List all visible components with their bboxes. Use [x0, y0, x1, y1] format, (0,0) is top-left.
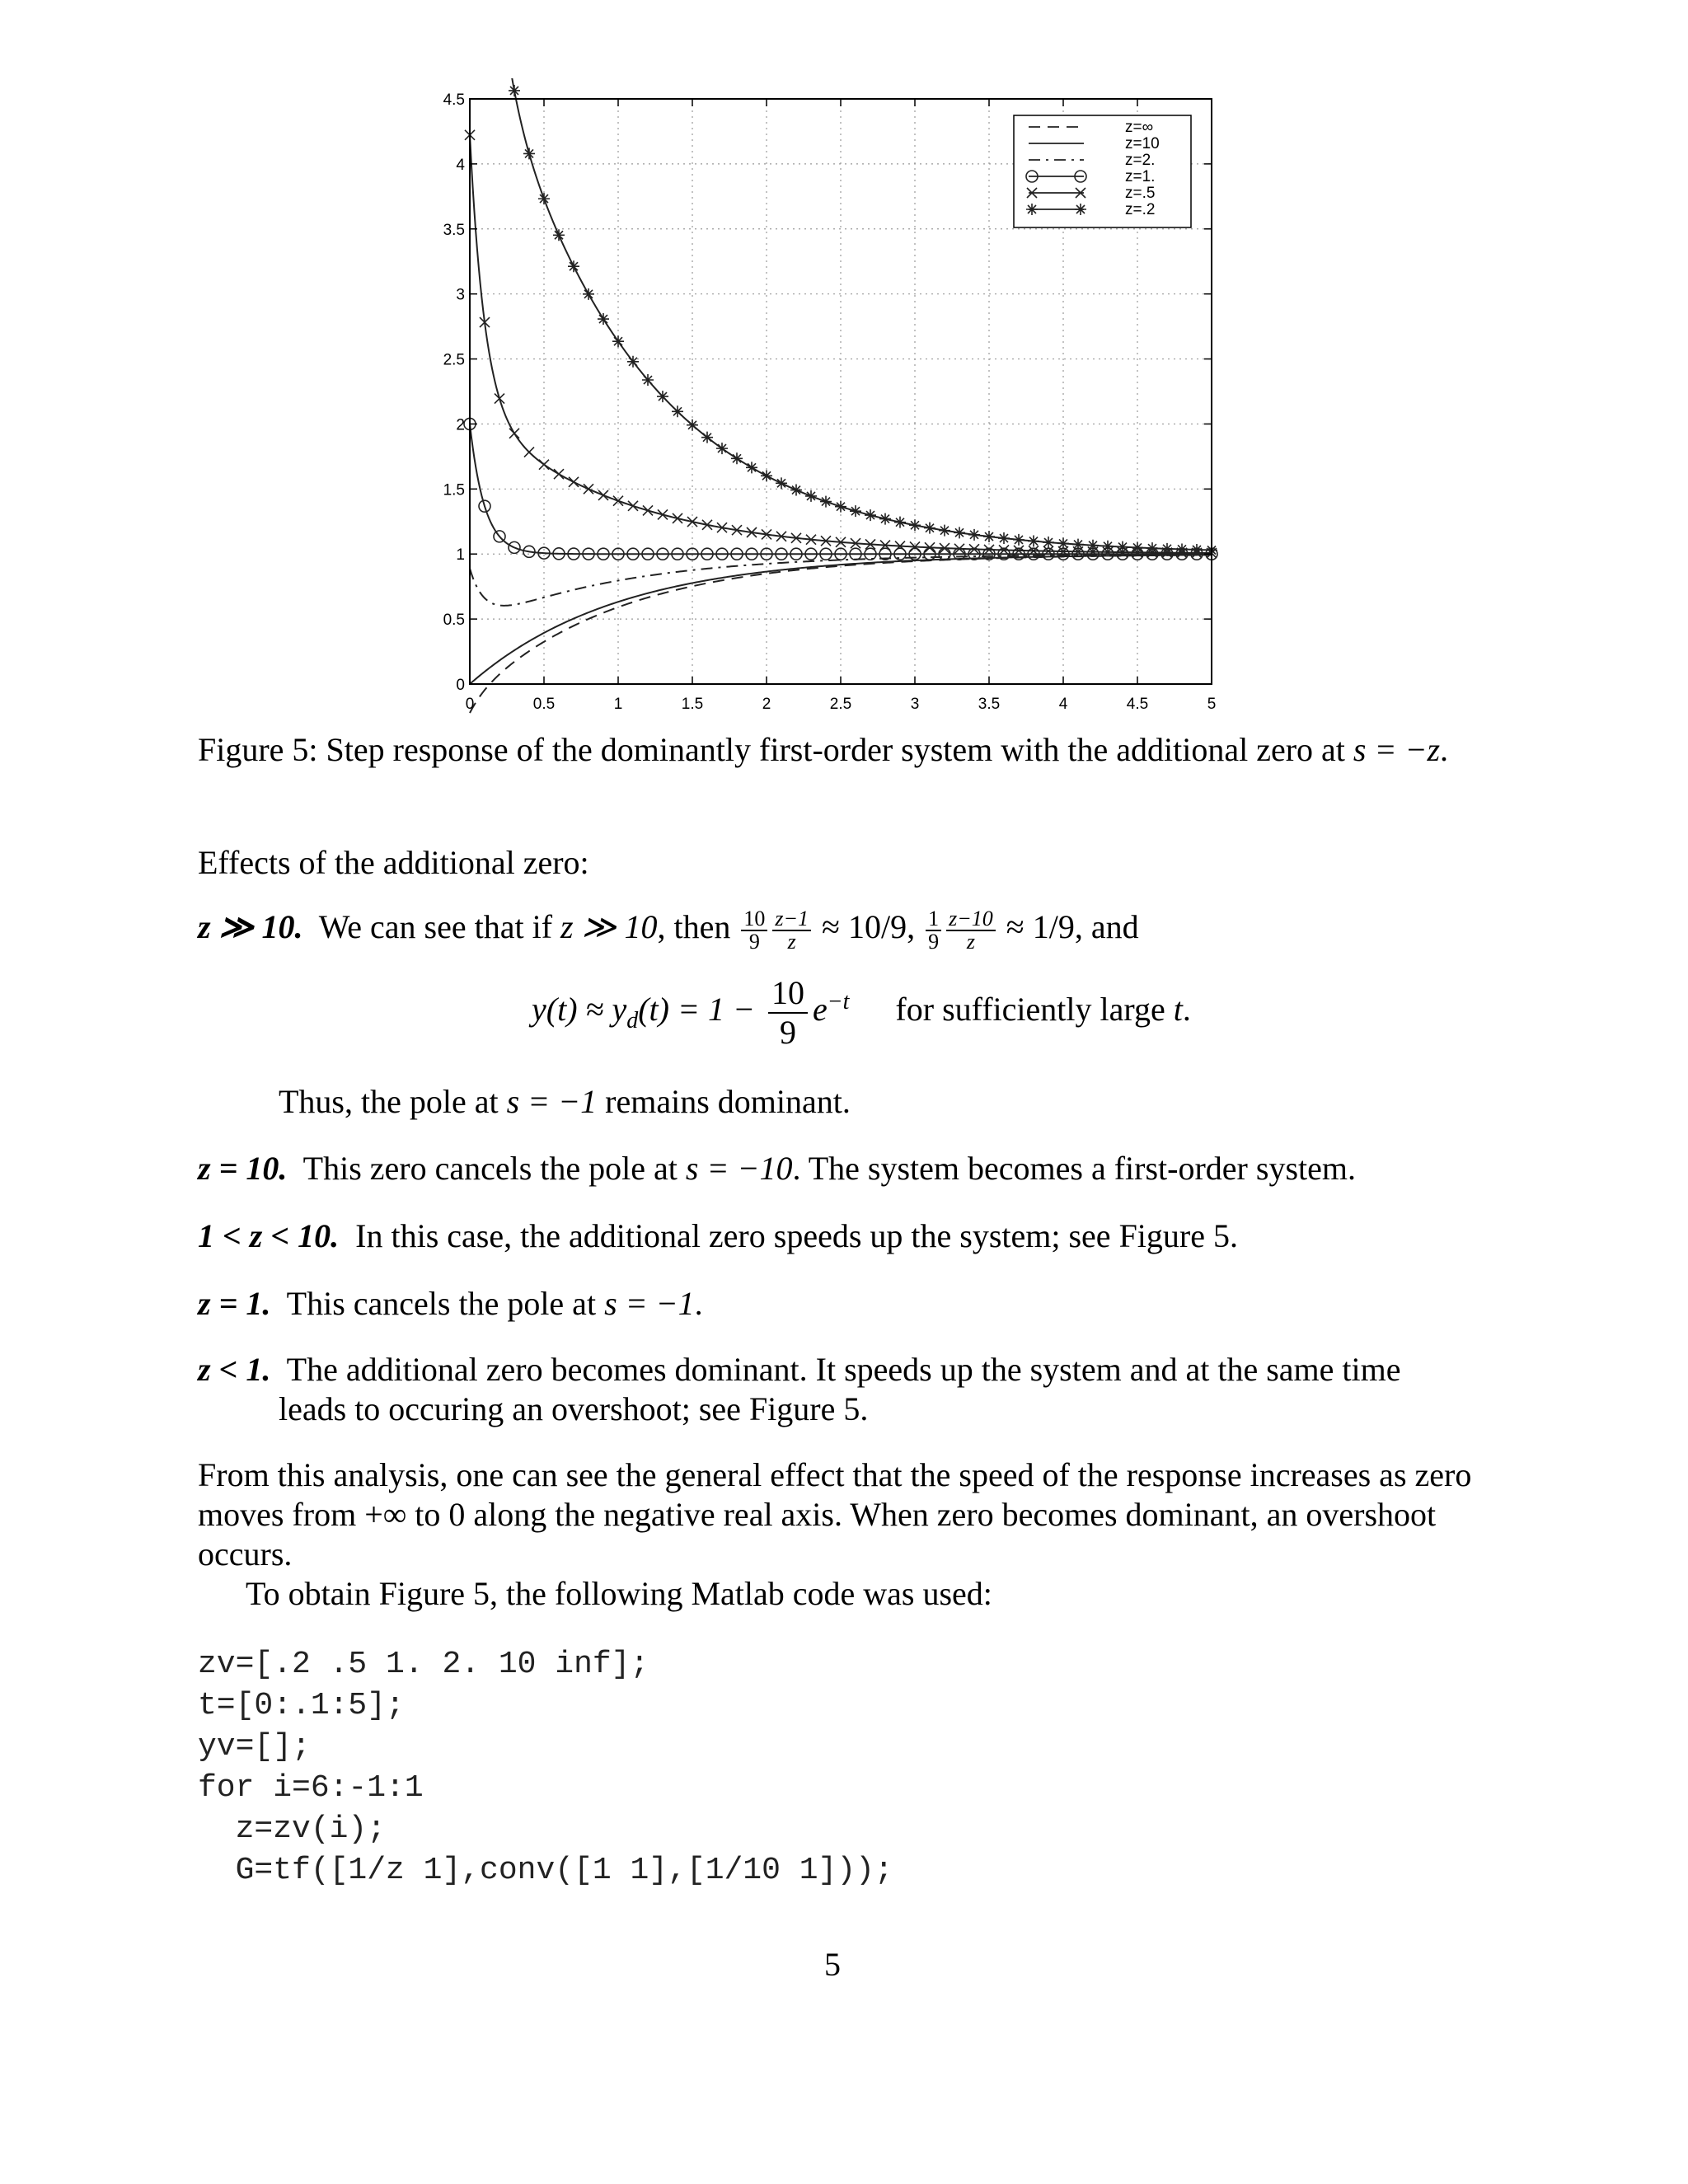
series-5-point	[820, 496, 832, 508]
eq-end: .	[1182, 991, 1191, 1029]
item1-text-b: , then	[657, 908, 739, 945]
legend-label-2: z=2.	[1125, 152, 1156, 169]
item5-line1: The additional zero becomes dominant. It speeds up the system and at the same time	[286, 1351, 1401, 1388]
legend-label-1: z=10	[1125, 135, 1160, 152]
para-line2a: moves from	[198, 1496, 365, 1533]
paragraph-line3: occurs.	[198, 1535, 293, 1572]
figure-caption	[198, 729, 1500, 771]
series-5-point	[1161, 543, 1173, 555]
frac-z-minus-1	[772, 908, 811, 953]
item5-label: z < 1.	[198, 1351, 271, 1388]
item4-label: z = 1.	[198, 1285, 271, 1322]
thus-line	[279, 1081, 851, 1122]
legend-box	[1014, 115, 1191, 227]
series-5-point	[627, 356, 639, 368]
series-5-point	[998, 532, 1010, 544]
series-5-point	[1013, 534, 1025, 546]
eq-mid: (t) = 1 −	[638, 991, 755, 1029]
series-5-point	[672, 405, 683, 417]
para-line2c: along the negative real axis. When zero becomes dominant, an overshoot	[465, 1496, 1437, 1533]
legend-label-0: z=∞	[1125, 119, 1154, 136]
matlab-intro: To obtain Figure 5, the following Matlab code was used:	[246, 1575, 992, 1612]
item1-approx2: ≈ 1/9, and	[997, 908, 1139, 945]
eq-exp: −t	[827, 988, 850, 1015]
display-equation	[532, 974, 1191, 1052]
y-tick-label: 2.5	[443, 351, 465, 369]
x-tick-label: 4	[1058, 696, 1068, 713]
series-5-point	[568, 260, 579, 272]
series-5-point	[1087, 540, 1099, 551]
series-5-point	[1117, 541, 1128, 553]
series-5-point	[731, 452, 743, 464]
caption-suffix: .	[1440, 731, 1449, 768]
para-line2m2: 0	[448, 1496, 466, 1533]
item5-line2: leads to occuring an overshoot; see Figure 5.	[279, 1390, 869, 1427]
series-5-point	[523, 148, 535, 159]
code-line: z=zv(i);	[198, 1811, 387, 1847]
item-z-equals-1	[198, 1283, 703, 1324]
frac4-den: z	[966, 929, 976, 954]
x-tick-label: 5	[1207, 696, 1217, 713]
code-line: G=tf([1/z 1],conv([1 1],[1/10 1]));	[198, 1853, 893, 1888]
item2-math: s = −10	[685, 1150, 793, 1187]
series-5-point	[1043, 537, 1054, 548]
x-tick-label: 2	[762, 696, 771, 713]
y-tick-label: 3	[456, 286, 465, 304]
eq-text: for sufficiently large	[895, 991, 1174, 1029]
legend-label-3: z=1.	[1125, 168, 1156, 185]
series-5-point	[924, 523, 935, 534]
legend-label-5: z=.2	[1125, 201, 1156, 218]
paragraph-line1: From this analysis, one can see the general effect that the speed of the response increases as zero	[198, 1456, 1472, 1493]
code-line: for i=6:-1:1	[198, 1770, 424, 1806]
eq-var: t	[1173, 991, 1183, 1029]
item4-text-b: .	[694, 1285, 703, 1322]
item-z-less-1	[198, 1349, 1400, 1390]
series-5-point	[1072, 539, 1084, 551]
legend-label-4: z=.5	[1125, 185, 1156, 202]
y-tick-label: 0	[456, 677, 465, 694]
legend	[1014, 115, 1191, 227]
x-tick-label: 0.5	[532, 696, 556, 713]
series-5-point	[553, 229, 565, 241]
item1-approx1: ≈ 10/9,	[814, 908, 924, 945]
x-tick-label: 0	[465, 696, 475, 713]
y-tick-label: 4	[456, 156, 465, 174]
item-z-much-greater-10	[198, 907, 1139, 953]
page-number: 5	[824, 1946, 841, 1983]
eq-sub: d	[626, 1008, 639, 1034]
eq-frac	[768, 974, 808, 1052]
y-tick-label: 3.5	[443, 221, 465, 239]
caption-math: s = −z	[1353, 731, 1441, 768]
series-5-point	[894, 517, 906, 528]
item4-text-a: This cancels the pole at	[286, 1285, 605, 1322]
eq-exp-base: e	[812, 991, 828, 1029]
frac3-num: 1	[926, 908, 941, 931]
item2-text-b: . The system becomes a first-order system.	[792, 1150, 1356, 1187]
series-5-point	[790, 485, 802, 496]
series-5-point	[1028, 536, 1039, 547]
frac-10-9	[741, 908, 767, 953]
y-tick-label: 2	[456, 416, 465, 434]
series-5-point	[642, 374, 654, 386]
effects-heading: Effects of the additional zero:	[198, 844, 589, 881]
item3-label: 1 < z < 10.	[198, 1217, 340, 1254]
thus-math: s = −1	[506, 1083, 598, 1120]
series-5-point	[865, 509, 876, 521]
frac-1-9	[926, 908, 941, 953]
legend-marker	[1026, 204, 1038, 215]
frac4-num: z−10	[946, 908, 996, 931]
series-5-point	[776, 477, 787, 489]
series-5-point	[805, 490, 817, 502]
code-line: yv=[];	[198, 1729, 311, 1765]
series-5-point	[1057, 537, 1069, 549]
series-5-point	[509, 85, 520, 96]
eq-frac-den: 9	[779, 1014, 796, 1051]
eq-lhs: y(t) ≈ y	[532, 991, 627, 1029]
series-5-point	[983, 531, 995, 542]
frac1-num: 10	[741, 908, 767, 931]
x-tick-label: 1	[613, 696, 623, 713]
eq-frac-num: 10	[768, 974, 808, 1014]
series-5-point	[850, 505, 861, 517]
thus-text-b: remains dominant.	[597, 1083, 851, 1120]
x-tick-label: 4.5	[1126, 696, 1149, 713]
x-tick-label: 2.5	[829, 696, 852, 713]
series-5-point	[761, 470, 772, 481]
x-tick-label: 3.5	[978, 696, 1001, 713]
series-5-point	[954, 527, 965, 538]
frac1-den: 9	[748, 929, 760, 954]
para-line2m1: +∞	[364, 1496, 407, 1533]
thus-text-a: Thus, the pole at	[279, 1083, 507, 1120]
item-z-equals-10	[198, 1148, 1356, 1189]
series-5-point	[1176, 543, 1188, 555]
y-tick-label: 1.5	[443, 481, 465, 499]
item1-label: z ≫ 10.	[198, 908, 303, 945]
series-5-point	[968, 529, 980, 541]
frac3-den: 9	[928, 929, 940, 954]
frac2-den: z	[787, 929, 796, 954]
x-tick-label: 1.5	[681, 696, 704, 713]
para-line2b: to	[406, 1496, 449, 1533]
legend-marker	[1075, 204, 1086, 215]
series-5-point	[909, 519, 921, 531]
series-5-point	[583, 288, 594, 300]
y-tick-label: 1	[456, 546, 465, 565]
x-tick-label: 3	[910, 696, 920, 713]
series-5-point	[879, 513, 891, 525]
y-tick-label: 4.5	[443, 91, 465, 109]
series-5-point	[687, 419, 698, 431]
item4-math: s = −1	[604, 1285, 695, 1322]
series-5-point	[1102, 541, 1114, 552]
item3-text: In this case, the additional zero speeds up the system; see Figure 5.	[355, 1217, 1238, 1254]
item1-math-a: z ≫ 10	[560, 908, 658, 945]
paragraph-line2	[198, 1494, 1436, 1535]
item2-text-a: This zero cancels the pole at	[302, 1150, 686, 1187]
series-5-point	[746, 462, 757, 473]
series-5-point	[1191, 544, 1203, 555]
item2-label: z = 10.	[198, 1150, 288, 1187]
y-tick-label: 0.5	[443, 612, 465, 630]
series-5-point	[835, 501, 846, 513]
item-z-between-1-10	[198, 1216, 1238, 1257]
series-5-point	[612, 335, 624, 347]
series-5-point	[598, 313, 609, 325]
item1-text-a: We can see that if	[318, 908, 561, 945]
series-5-point	[939, 525, 950, 537]
matlab-code-block	[198, 1644, 893, 1891]
code-line: zv=[.2 .5 1. 2. 10 inf];	[198, 1647, 649, 1682]
code-line: t=[0:.1:5];	[198, 1688, 405, 1723]
series-5-point	[538, 193, 550, 204]
frac-z-minus-10	[946, 908, 996, 953]
step-response-chart	[396, 78, 1236, 721]
series-5-point	[716, 443, 728, 454]
series-5-point	[657, 391, 668, 402]
frac2-num: z−1	[772, 908, 811, 931]
series-5-point	[1132, 541, 1143, 553]
series-5-point	[1146, 542, 1158, 554]
caption-prefix: Figure 5: Step response of the dominantly first-order system with the additional zero at	[198, 731, 1353, 768]
series-5-point	[701, 432, 713, 443]
